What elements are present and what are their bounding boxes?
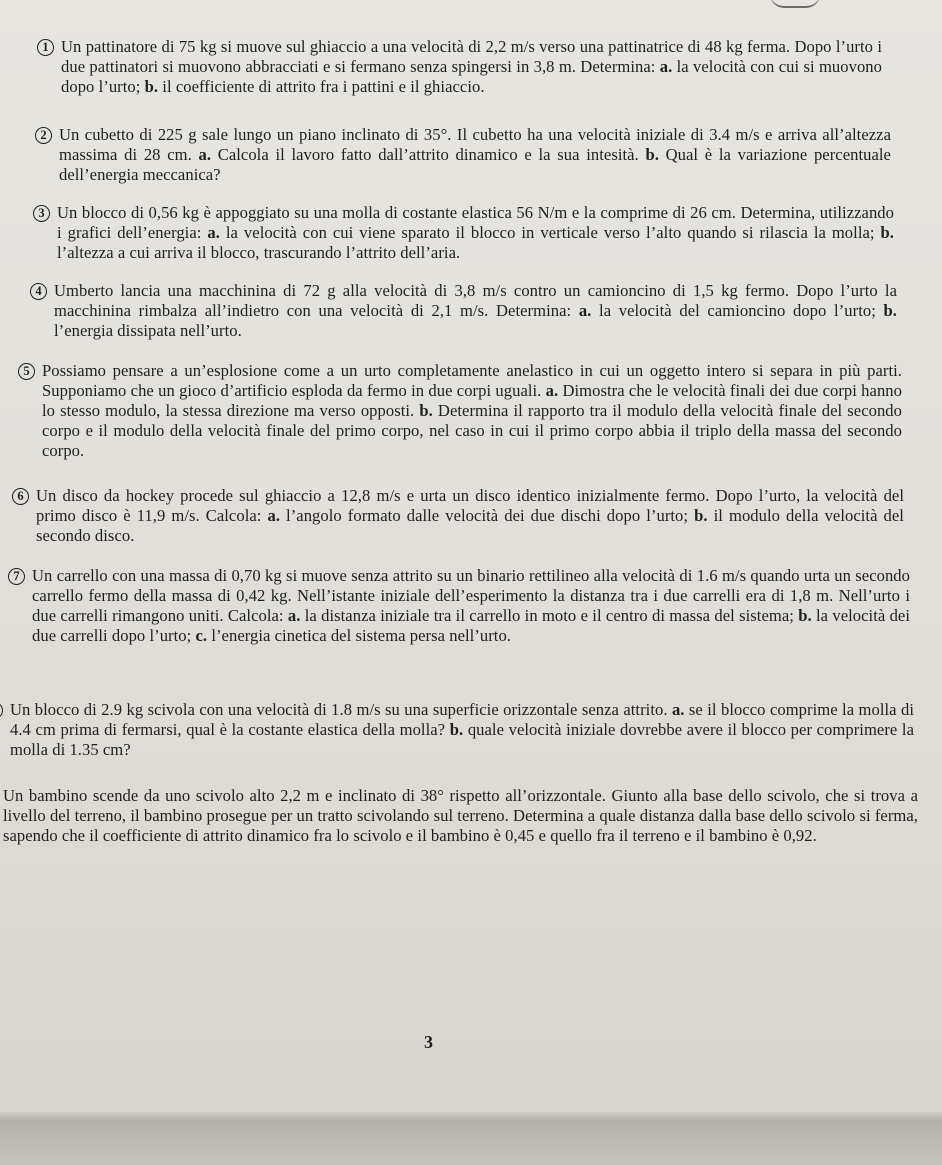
part-label: b.	[645, 145, 659, 164]
problem-number-badge: 1	[37, 39, 54, 56]
part-label: a.	[671, 700, 685, 719]
problem-text: Dimostra che le velocità finali dei due corpi hanno lo stesso modulo, la stessa direzione ma verso opposti.	[42, 381, 902, 420]
problem-text: Possiamo pensare a un’esplosione come a un urto completamente anelastico in cui un oggetto intero si separa in più parti. Supponiamo che un gioco d’artificio esploda da fermo in due corpi uguali.	[42, 361, 902, 400]
problem-text: Un bambino scende da uno scivolo alto 2,2 m e inclinato di 38° rispetto all’orizzontale. Giunto alla base dello scivolo, che si trova a livello del terreno, il bambino prosegue per un tratto scivolando sul terreno. Determina a quale distanza dalla base dello scivolo si ferma, sapendo che il coefficiente di attrito dinamico fra lo scivolo e il bambino è 0,45 e quello fra il terreno e il bambino è 0,92.	[3, 786, 918, 845]
problem-3	[33, 203, 894, 263]
problem-text: Determina il rapporto tra il modulo della velocità finale del secondo corpo e il modulo della velocità finale del primo corpo, nel caso in cui il primo corpo abbia il triplo della massa del secondo corpo.	[42, 401, 902, 460]
part-label: a.	[267, 506, 281, 525]
problem-number-badge: 2	[35, 127, 52, 144]
problem-number-badge	[0, 702, 3, 719]
problem-6	[12, 486, 904, 546]
page-number: 3	[424, 1032, 433, 1052]
problem-number-badge: 5	[18, 363, 35, 380]
part-label: a.	[207, 223, 220, 242]
problem-text: Un carrello con una massa di 0,70 kg si muove senza attrito su un binario rettilineo alla velocità di 1.6 m/s quando urta un secondo carrello fermo della massa di 0,42 kg. Nell’istante iniziale dell’esperimento la distanza tra i due carrelli era di 1,8 m. Nell’urto i due carrelli rimangono uniti. Calcola:	[32, 566, 910, 625]
paper-edge	[0, 1112, 942, 1120]
part-label: b.	[144, 77, 159, 96]
problem-text: la velocità con cui viene sparato il blocco in verticale verso l’alto quando si rilascia la molla;	[219, 223, 881, 242]
problem-text: l’energia cinetica del sistema persa nell’urto.	[207, 626, 512, 645]
part-label: a.	[545, 381, 559, 400]
problem-text: il modulo della velocità del secondo disco.	[36, 506, 904, 545]
problem-text: Un cubetto di 225 g sale lungo un piano inclinato di 35°. Il cubetto ha una velocità iniziale di 3.4 m/s e arriva all’altezza massima di 28 cm.	[59, 125, 891, 164]
part-label: c.	[195, 626, 208, 645]
problem-text: l’energia dissipata nell’urto.	[54, 321, 242, 340]
problem-text: la velocità del camioncino dopo l’urto;	[591, 301, 884, 320]
problem-1	[37, 37, 882, 97]
part-label: a.	[198, 145, 212, 164]
problem-text: Calcola il lavoro fatto dall’attrito dinamico e la sua intesità.	[211, 145, 646, 164]
problem-4	[30, 281, 897, 341]
problem-number-badge: 7	[8, 568, 25, 585]
problem-text: Qual è la variazione percentuale dell’energia meccanica?	[59, 145, 891, 184]
problem-text: Un blocco di 2.9 kg scivola con una velocità di 1.8 m/s su una superficie orizzontale senza attrito.	[10, 700, 672, 719]
part-label: b.	[419, 401, 433, 420]
part-label: b.	[694, 506, 708, 525]
desk-surface	[0, 1120, 942, 1165]
part-label: b.	[449, 720, 464, 739]
pen-mark	[770, 0, 820, 8]
part-label: b.	[883, 301, 898, 320]
problem-text: se il blocco comprime la molla di 4.4 cm prima di fermarsi, qual è la costante elastica della molla?	[10, 700, 914, 739]
problem-text: il coefficiente di attrito fra i pattini e il ghiaccio.	[158, 77, 485, 96]
problem-9	[0, 786, 918, 846]
part-label: a.	[287, 606, 301, 625]
problem-text: l’altezza a cui arriva il blocco, trascurando l’attrito dell’aria.	[57, 243, 461, 262]
problem-text: Un pattinatore di 75 kg si muove sul ghiaccio a una velocità di 2,2 m/s verso una pattinatrice di 48 kg ferma. Dopo l’urto i due pattinatori si muovono abbracciati e si fermano senza spingersi in 3,8 m. Determina:	[61, 37, 882, 76]
problem-text: quale velocità iniziale dovrebbe avere il blocco per comprimere la molla di 1.35 cm?	[10, 720, 915, 759]
problem-text: l’angolo formato dalle velocità dei due dischi dopo l’urto;	[280, 506, 695, 525]
problem-text: la distanza iniziale tra il carrello in moto e il centro di massa del sistema;	[300, 606, 799, 625]
part-label: b.	[880, 223, 894, 242]
part-label: b.	[798, 606, 812, 625]
problem-text: Un disco da hockey procede sul ghiaccio a 12,8 m/s e urta un disco identico inizialmente fermo. Dopo l’urto, la velocità del primo disco è 11,9 m/s. Calcola:	[36, 486, 904, 525]
problem-number-badge: 6	[12, 488, 29, 505]
problem-number-badge: 4	[30, 283, 47, 300]
part-label: a.	[659, 57, 673, 76]
problem-text: Un blocco di 0,56 kg è appoggiato su una molla di costante elastica 56 N/m e la comprime di 26 cm. Determina, utilizzando i grafici dell’energia:	[57, 203, 894, 242]
problem-number-badge: 3	[33, 205, 50, 222]
problem-text: Umberto lancia una macchinina di 72 g alla velocità di 3,8 m/s contro un camioncino di 1,5 kg fermo. Dopo l’urto la macchinina rimbalza all’indietro con una velocità di 2,1 m/s. Determina:	[54, 281, 897, 320]
problem-5	[18, 361, 902, 461]
problem-8	[0, 700, 914, 760]
problem-text: la velocità con cui si muovono dopo l’urto;	[61, 57, 882, 96]
problem-2	[35, 125, 891, 185]
part-label: a.	[578, 301, 592, 320]
problem-text: la velocità dei due carrelli dopo l’urto;	[32, 606, 911, 645]
problem-7	[8, 566, 910, 646]
